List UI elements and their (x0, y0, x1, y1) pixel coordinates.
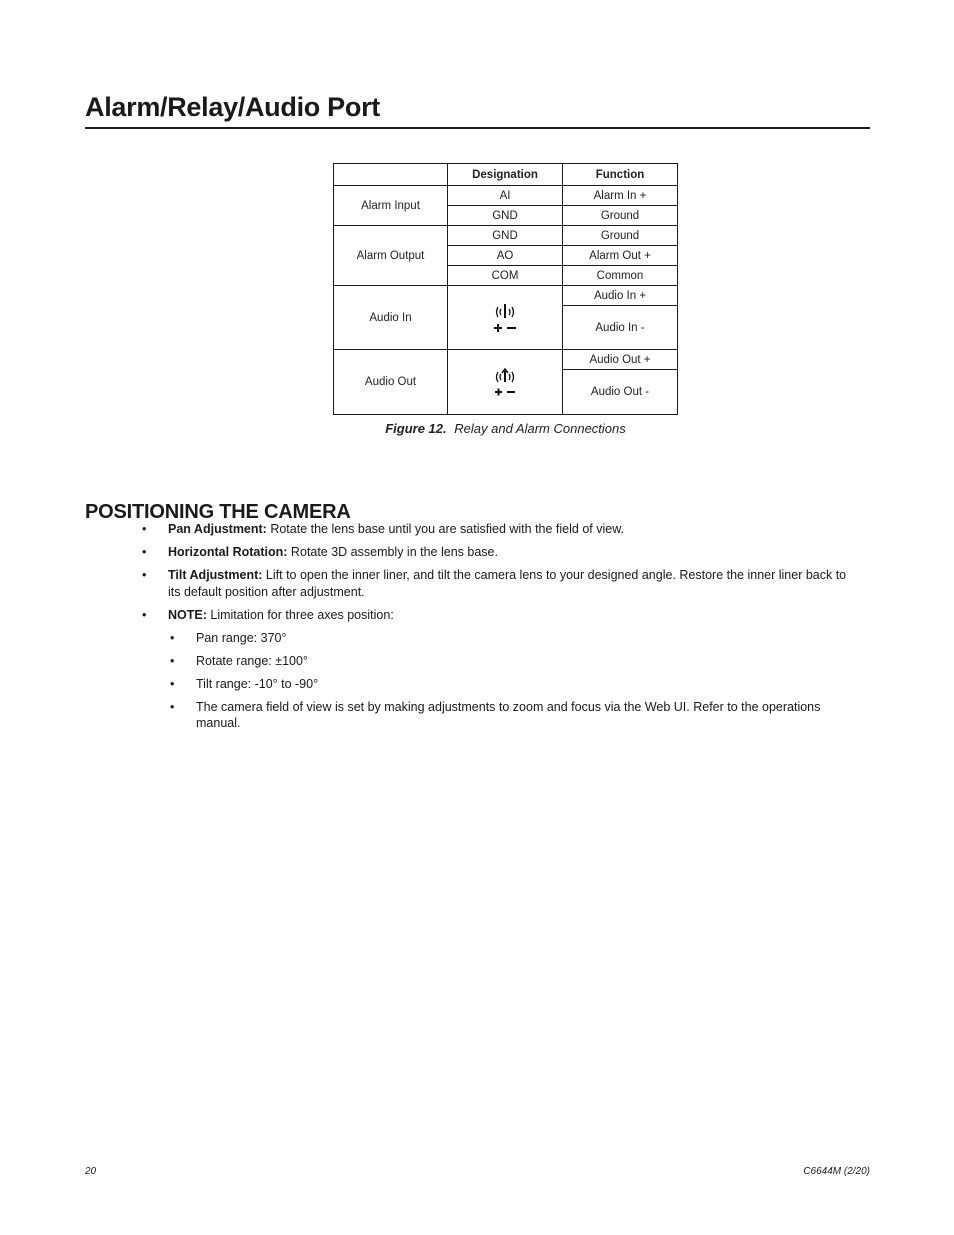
function-cell: Ground (563, 226, 678, 246)
function-cell: Audio In + (563, 286, 678, 306)
speaker-plus-minus-icon (490, 365, 520, 399)
function-cell: Audio Out + (563, 350, 678, 370)
group-label-alarm-output: Alarm Output (334, 226, 448, 286)
bullet-label: Pan Adjustment: (168, 522, 267, 536)
list-item (140, 544, 855, 561)
bullet-label: Horizontal Rotation: (168, 545, 288, 559)
audio-out-icon-cell (448, 350, 563, 415)
page-title: Alarm/Relay/Audio Port (85, 92, 870, 129)
sub-list-item: • Tilt range: -10° to -90° (168, 676, 855, 693)
designation-cell: AO (448, 246, 563, 266)
function-cell: Audio In - (563, 306, 678, 350)
group-label-audio-in: Audio In (334, 286, 448, 350)
function-cell: Audio Out - (563, 370, 678, 415)
bullet-label: NOTE: (168, 607, 207, 622)
table-header-row (334, 164, 678, 186)
bullet-label: Tilt Adjustment: (168, 568, 263, 582)
function-cell: Common (563, 266, 678, 286)
function-cell: Alarm Out + (563, 246, 678, 266)
figure-caption-text: Relay and Alarm Connections (454, 421, 626, 436)
designation-cell: COM (448, 266, 563, 286)
group-label-alarm-input: Alarm Input (334, 186, 448, 226)
table-row (334, 226, 678, 246)
function-cell: Ground (563, 206, 678, 226)
table-header-blank (334, 164, 448, 186)
figure-caption (333, 421, 678, 436)
bullet-text: Lift to open the inner liner, and tilt the camera lens to your designed angle. Restore the inner liner back to its default position after adjustment. (168, 568, 847, 599)
audio-in-icon-cell (448, 286, 563, 350)
table-header-designation: Designation (448, 164, 563, 186)
footer-doc-code: C6644M (2/20) (803, 1166, 870, 1177)
list-item (140, 567, 855, 600)
designation-cell: AI (448, 186, 563, 206)
sub-list (168, 630, 855, 732)
section-title: POSITIONING THE CAMERA (85, 500, 351, 523)
table-row (334, 350, 678, 370)
designation-cell: GND (448, 206, 563, 226)
sub-list-item: • Rotate range: ±100° (168, 653, 855, 670)
sub-list-item: • The camera field of view is set by making adjustments to zoom and focus via the Web UI. Refer to the operations manual. (168, 699, 855, 732)
table-header-function: Function (563, 164, 678, 186)
list-item (140, 607, 855, 732)
table-row (334, 186, 678, 206)
positioning-list (140, 521, 855, 738)
list-item (140, 521, 855, 538)
microphone-plus-minus-icon (490, 301, 520, 335)
footer-page-number: 20 (85, 1166, 97, 1177)
function-cell: Alarm In + (563, 186, 678, 206)
bullet-text: Limitation for three axes position: (206, 607, 394, 622)
connection-table (333, 163, 678, 415)
figure-label: Figure 12. (385, 421, 447, 436)
designation-cell: GND (448, 226, 563, 246)
bullet-text: Rotate 3D assembly in the lens base. (287, 545, 498, 559)
sub-list-item: • Pan range: 370° (168, 630, 855, 647)
group-label-audio-out: Audio Out (334, 350, 448, 415)
table-row (334, 286, 678, 306)
bullet-text: Rotate the lens base until you are satisfied with the field of view. (266, 522, 625, 536)
